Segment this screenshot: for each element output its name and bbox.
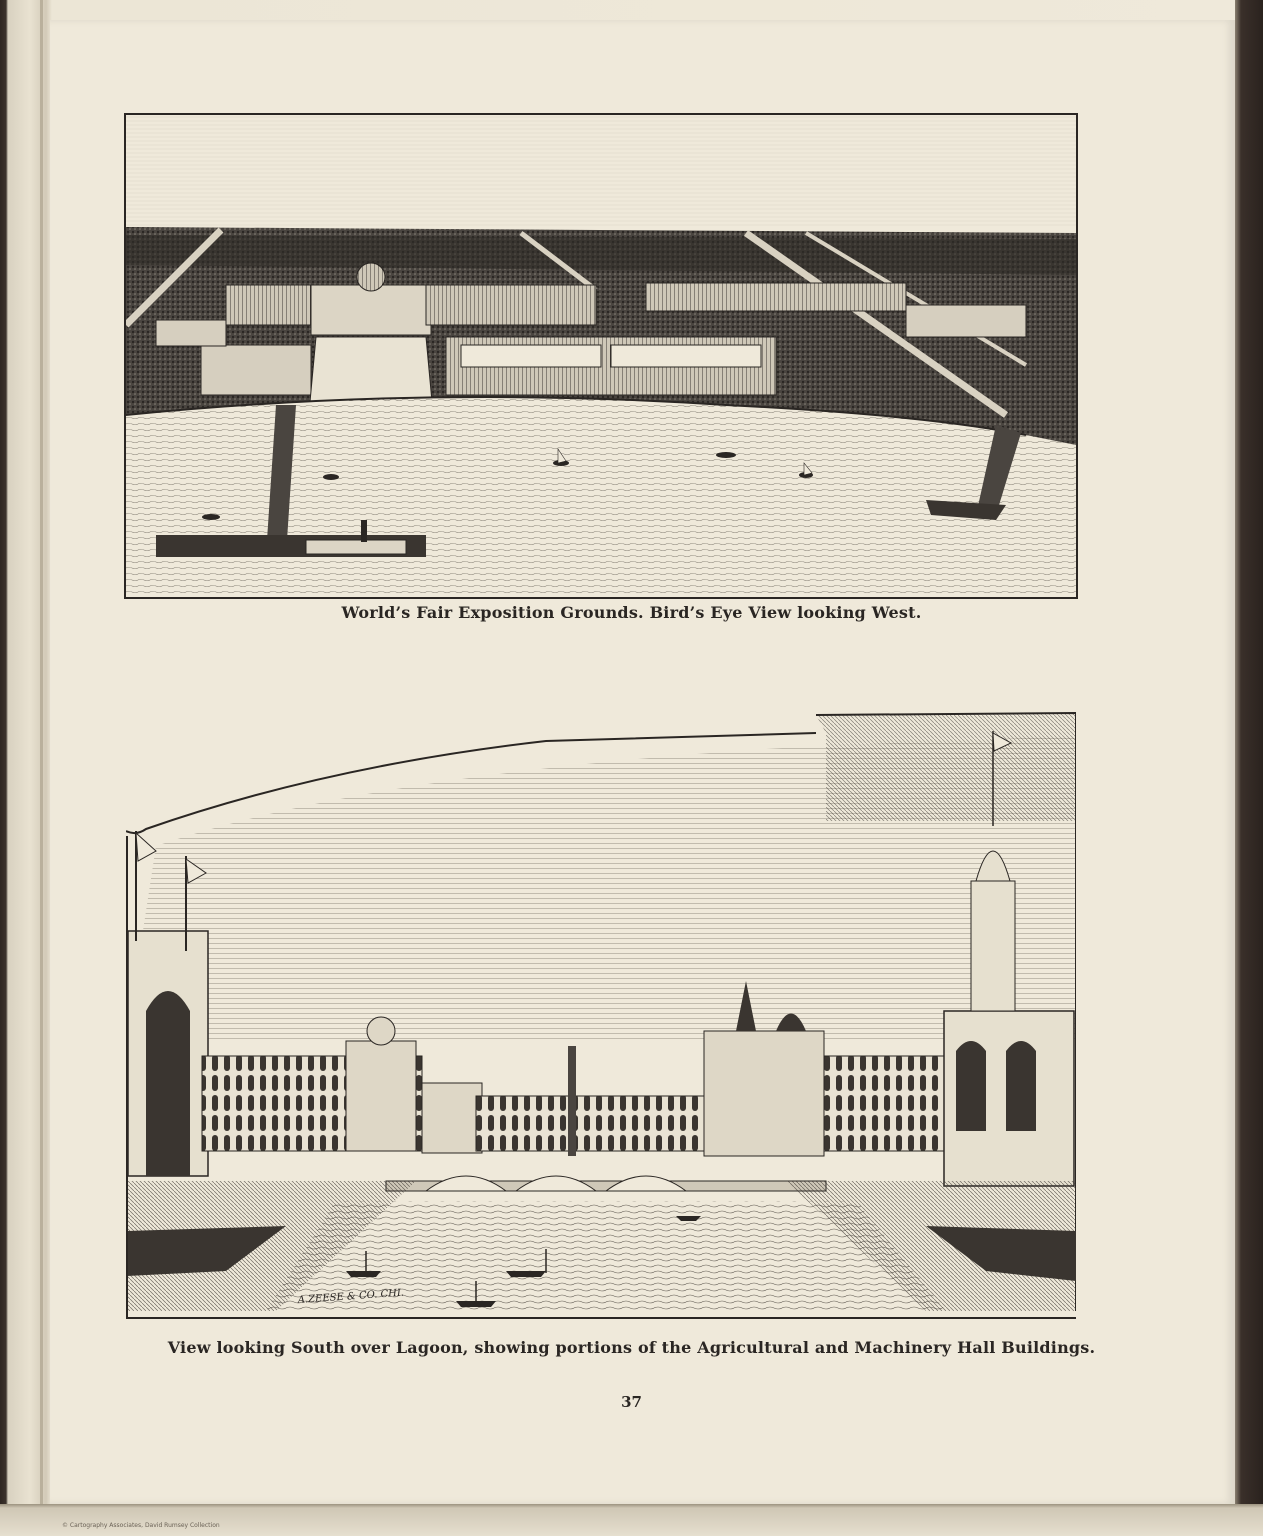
spine-line: [40, 0, 43, 1536]
book-cover-edge: [1235, 0, 1263, 1536]
plate-caption-1: World’s Fair Exposition Grounds. Bird’s Eye View looking West.: [341, 603, 922, 622]
book-bottom-edge: [0, 1504, 1263, 1536]
page-number: 37: [621, 1393, 642, 1411]
birds-eye-view-engraving: [124, 113, 1078, 599]
copyright-credit: © Cartography Associates, David Rumsey Collection: [62, 1522, 220, 1529]
lagoon-view-engraving: [126, 711, 1076, 1319]
plate-caption-2: View looking South over Lagoon, showing portions of the Agricultural and Machinery Hall Buildings.: [167, 1338, 1096, 1357]
engraver-signature: A.ZEESE & CO. CHI.: [297, 1287, 405, 1306]
